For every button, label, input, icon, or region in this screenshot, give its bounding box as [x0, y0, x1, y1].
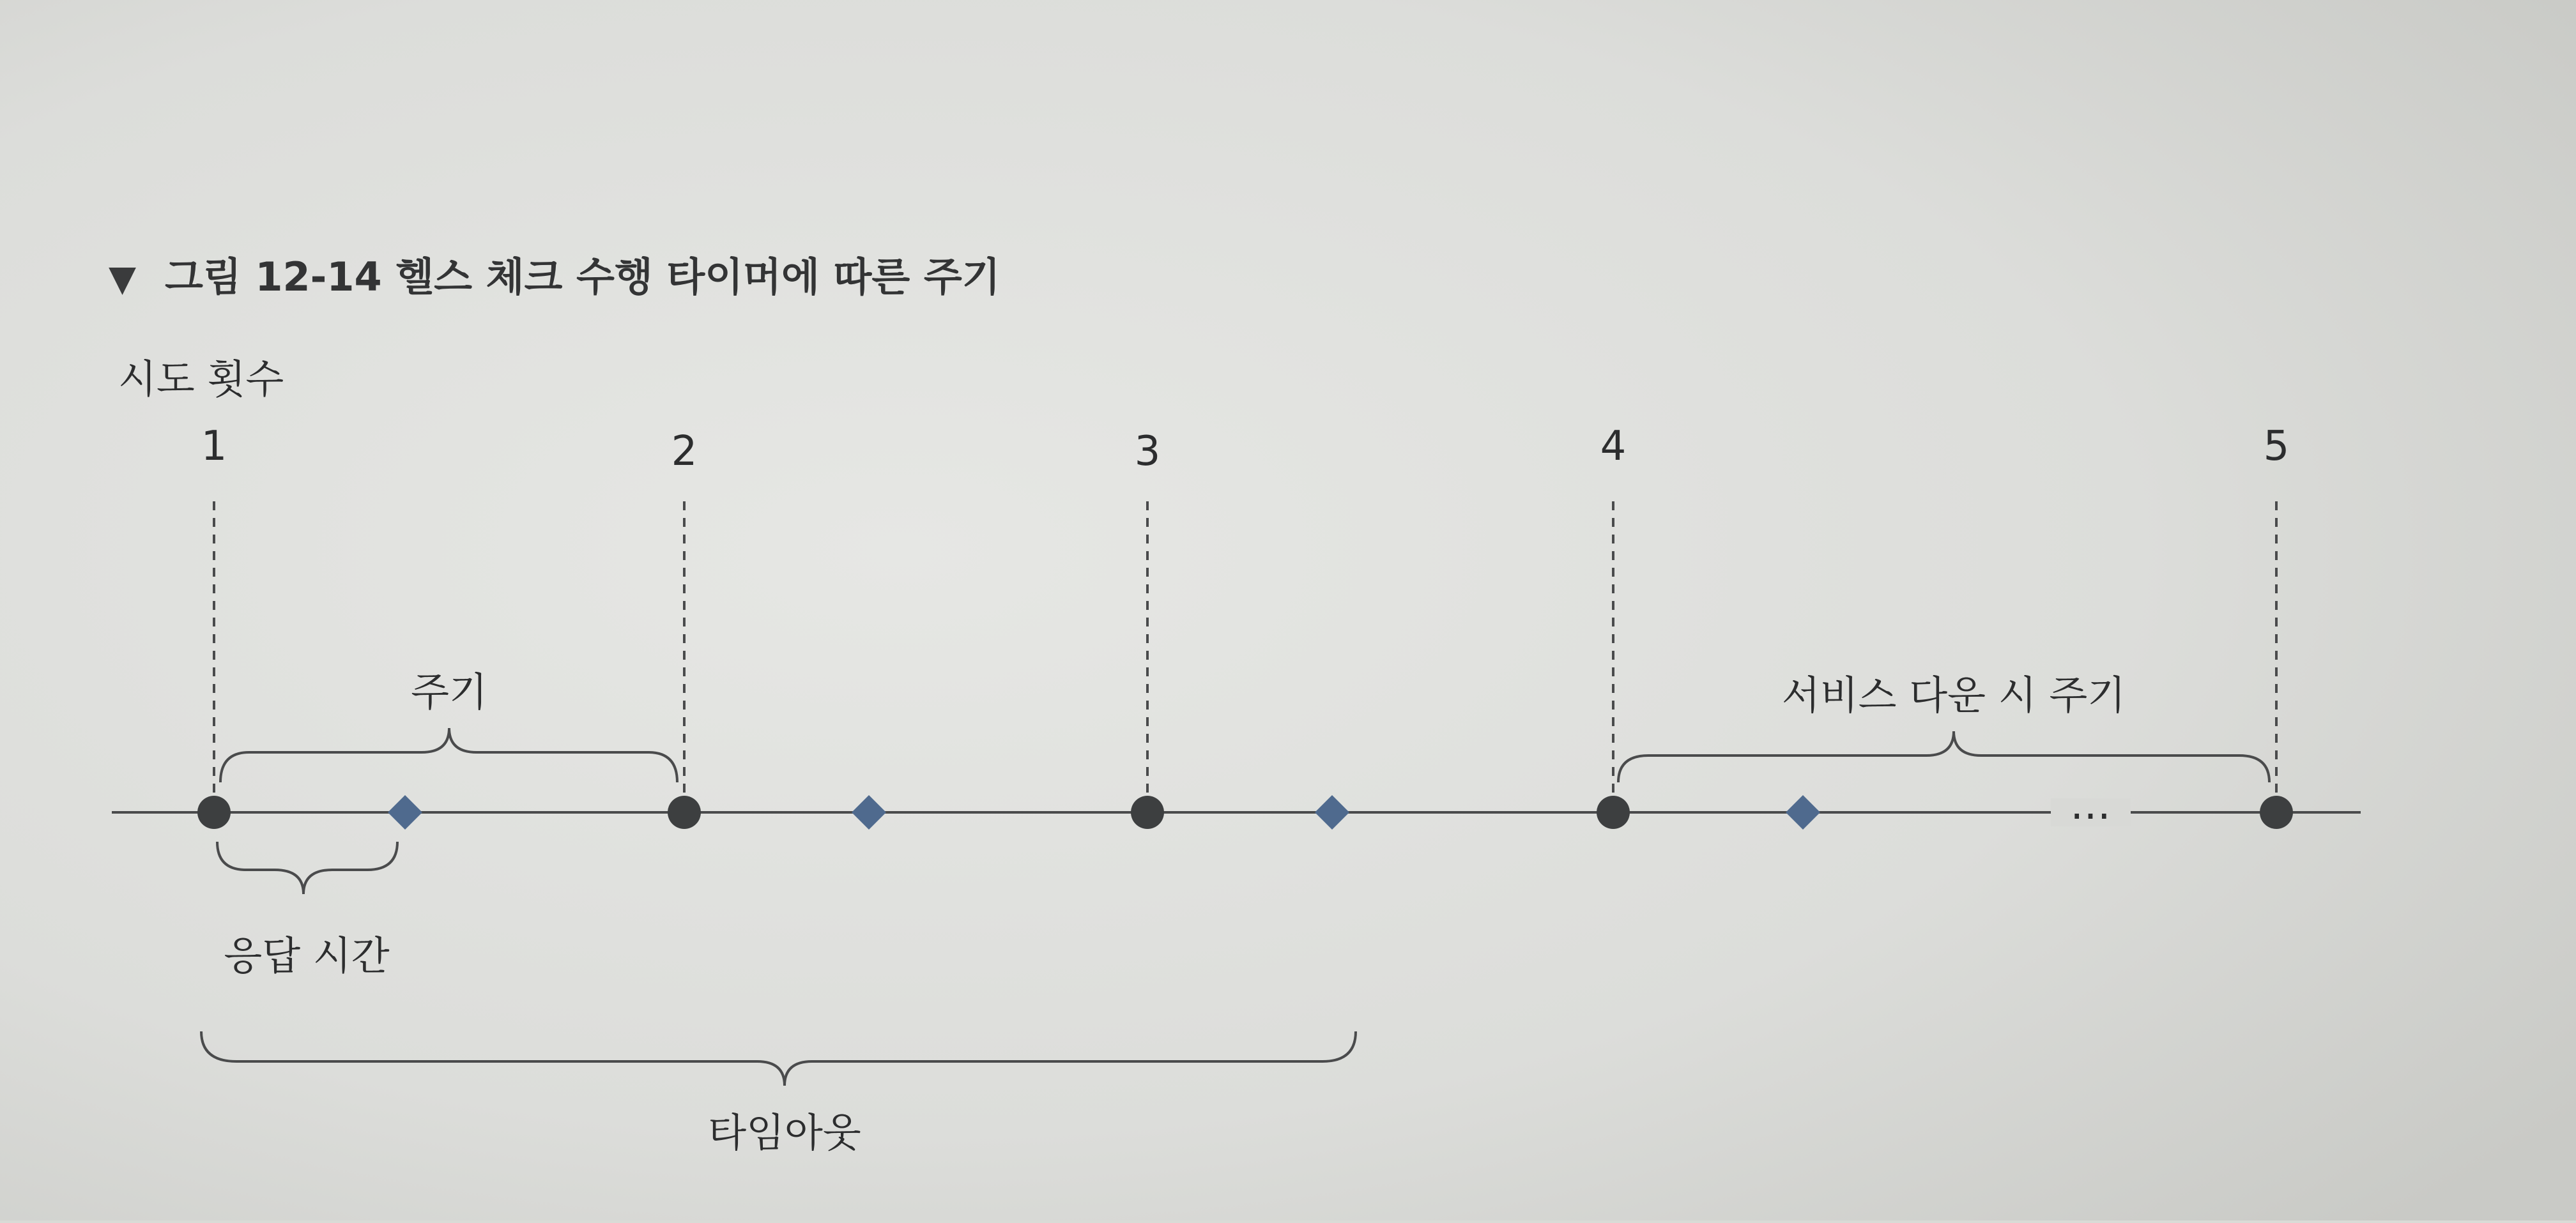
- response-time-label: 응답 시간: [224, 932, 390, 979]
- figure-caption: 그림 12-14 헬스 체크 수행 타이머에 따른 주기: [165, 254, 1000, 300]
- attempt-marker-3: [1131, 796, 1164, 829]
- attempt-marker-5: [2260, 796, 2293, 829]
- attempt-label-1: 1: [201, 423, 227, 470]
- attempt-marker-2: [668, 796, 701, 829]
- caption-marker: ▼: [109, 258, 137, 300]
- attempt-label-2: 2: [671, 428, 698, 475]
- axis-title: 시도 횟수: [118, 356, 284, 402]
- period-label: 주기: [411, 669, 487, 715]
- timeline-ellipsis: …: [2070, 782, 2111, 829]
- attempt-label-4: 4: [1600, 423, 1627, 470]
- attempt-label-3: 3: [1134, 428, 1161, 475]
- service-down-label: 서비스 다운 시 주기: [1781, 672, 2126, 718]
- attempt-label-5: 5: [2263, 423, 2290, 470]
- timeout-label: 타임아웃: [708, 1109, 861, 1156]
- attempt-marker-4: [1597, 796, 1630, 829]
- attempt-marker-1: [197, 796, 231, 829]
